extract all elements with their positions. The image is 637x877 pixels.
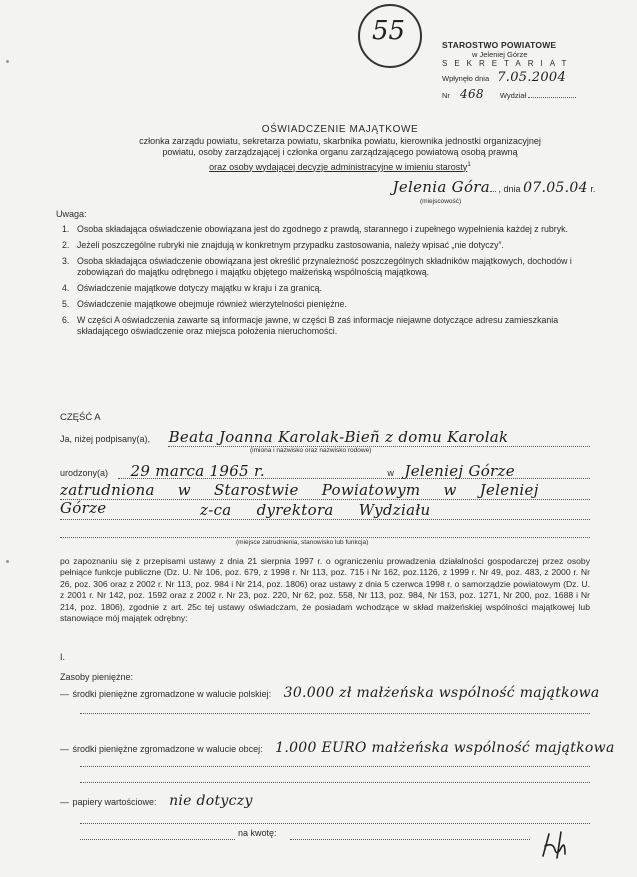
place-date-value: 07.05.04 [523, 180, 588, 196]
notes-list [62, 224, 592, 342]
form-subtitle-line1: członka zarządu powiatu, sekretarza powiatu, skarbnika powiatu, kierownika jednostki organizacyjnej [139, 135, 541, 146]
signed-label: Ja, niżej podpisany(a), [60, 434, 151, 444]
securities-dotline [80, 823, 590, 824]
foreign-value: 1.000 EURO małżeńska wspólność majątkowa [275, 740, 615, 756]
securities-label: papiery wartościowe: [72, 797, 157, 807]
legal-paragraph: po zapoznaniu się z przepisami ustawy z dnia 21 sierpnia 1997 r. o ograniczeniu prowadzenia działalności gospodarczej przez osoby pełniące funkcje publiczne (Dz. U. Nr 106, poz. 679, z 1998 r. Nr 113, poz. 715 i Nr 162, poz.1126, z 1999 r. Nr 49, poz. 483, z 2000 r. Nr 26, poz. 306 oraz z 2002 r. Nr 113, poz. 984 i Nr 214, poz. 1806) oraz ustawy z dnia 5 czerwca 1998 r. o samorządzie powiatowym (Dz. U. z 2001 r. Nr 142, poz. 1592 oraz z 2002 r. Nr 23, poz. 220, Nr 62, poz. 558, Nr 113, poz. 984, Nr 153, poz. 1271, Nr 200, poz. 1688 i Nr 214, poz. 1806), zgodnie z art. 25c tej ustawy oświadczam, że posiadam wchodzące w skład małżeńskiej wspólności majątkowej lub stanowiące mój majątek odrębny: [60, 556, 590, 624]
wydzial-label: Wydział [499, 91, 527, 100]
date-suffix: r. [590, 184, 596, 194]
born-date: 29 marca 1965 r. [130, 462, 265, 480]
kwota-dotline-right [290, 839, 530, 840]
form-subtitle-line3: oraz osoby wydającej decyzje administracyjne w imieniu starosty [209, 161, 468, 172]
note-item: 5. Oświadczenie majątkowe obejmuje również wierzytelności pieniężne. [62, 299, 347, 309]
office-name: STAROSTWO POWIATOWE [442, 40, 557, 50]
nr-label: Nr [442, 91, 450, 100]
note-text: Oświadczenie majątkowe dotyczy majątku w kraju i za granicą. [77, 283, 322, 293]
name-caption: (imiona i nazwisko oraz nazwisko rodowe) [250, 447, 372, 454]
employment-line-2: z-ca dyrektora Wydziału [200, 501, 431, 519]
form-heading: OŚWIADCZENIE MAJĄTKOWE [261, 124, 419, 135]
note-text: Jeżeli poszczególne rubryki nie znajdują w konkretnym przypadku zastosowania, należy wpisać „nie dotyczy”. [77, 240, 504, 250]
place-caption: (miejscowość) [420, 198, 462, 205]
note-item: 1. Osoba składająca oświadczenie obowiązana jest do zgodnego z prawdą, starannego i zupełnego wypełnienia każdej z rubryk. [62, 224, 568, 234]
part-a-heading: CZĘŚĆ A [60, 412, 101, 423]
securities-value: nie dotyczy [169, 793, 253, 809]
note-text: Osoba składająca oświadczenie obowiązana jest określić przynależność poszczególnych składników majątkowych, dochodów i zobowiązań do majątku odrębnego i majątku objętego małżeńską wspólnością majątkową. [77, 256, 572, 277]
note-text: Oświadczenie majątkowe obejmuje również wierzytelności pieniężne. [77, 299, 347, 309]
binder-hole [6, 60, 9, 63]
kwota-row [238, 828, 277, 838]
office-dept: SEKRETARIAT [442, 59, 574, 68]
binder-hole [6, 560, 9, 563]
signature-initials [535, 826, 575, 862]
employment-row-2 [200, 501, 430, 519]
note-text: W części A oświadczenia zawarte są informacje jawne, w części B zaś informacje niejawne dotyczące adresu zamieszkania składającego oświadczenie oraz miejsca położenia nieruchomości. [77, 315, 559, 336]
wydzial-field [528, 97, 576, 98]
office-stamp [442, 40, 632, 101]
zasoby-label: Zasoby pieniężne: [60, 672, 134, 682]
note-item: 3. Osoba składająca oświadczenie obowiązana jest określić przynależność poszczególnych składników majątkowych, dochodów i zobowiązań do majątku odrębnego i majątku objętego małżeńską wspólnością majątkową. [62, 256, 592, 278]
born-place: Jeleniej Górze [404, 462, 515, 480]
kwota-dotline-left [80, 839, 235, 840]
stamp-number: 55 [372, 16, 406, 46]
form-title [60, 124, 620, 173]
foreign-label: środki pieniężne zgromadzone w walucie obcej: [72, 744, 263, 754]
nr-value: 468 [460, 87, 484, 101]
born-label: urodzony(a) [60, 468, 109, 478]
employment-line-1: zatrudniona w Starostwie Powiatowym w Jeleniej Górze [60, 481, 539, 517]
born-in-label: w [387, 468, 394, 478]
pln-label: środki pieniężne zgromadzone w walucie polskiej: [72, 689, 272, 699]
pln-value: 30.000 zł małżeńska wspólność majątkowa [283, 685, 600, 701]
employment-dotline-1 [60, 499, 590, 500]
place-city: Jelenia Góra [392, 178, 490, 196]
uwaga-label: Uwaga: [56, 209, 87, 219]
name-dotline [168, 446, 590, 447]
received-date: 7.05.2004 [497, 70, 567, 85]
form-subtitle-line2: powiatu, osoby zarządzającej i członka organu zarządzającego powiatową osobą prawną [162, 147, 518, 157]
note-item: 2. Jeżeli poszczególne rubryki nie znajdują w konkretnym przypadku zastosowania, należy wpisać „nie dotyczy”. [62, 240, 504, 250]
office-city: w Jeleniej Górze [472, 50, 528, 59]
form-subtitle-line3-wrap [60, 159, 620, 174]
note-item: 4. Oświadczenie majątkowe dotyczy majątku w kraju i za granicą. [62, 283, 322, 293]
note-item: 6. W części A oświadczenia zawarte są informacje jawne, w części B zaś informacje niejawne dotyczące adresu zamieszkania składającego oświadczenie oraz miejsca położenia nieruchomości. [62, 315, 592, 337]
foreign-row: — środki pieniężne zgromadzone w walucie obcej: 1.000 EURO małżeńska wspólność majątkowa [60, 740, 615, 756]
employment-dotline-3 [60, 537, 590, 538]
received-row [442, 70, 632, 85]
name-value: Beata Joanna Karolak-Bieñ z domu Karolak [168, 428, 509, 446]
born-dotline [118, 478, 590, 479]
dnia-label: , dnia [498, 184, 521, 194]
signed-row [60, 428, 508, 446]
foreign-dotline-2 [80, 782, 590, 783]
received-label: Wpłynęło dnia [442, 74, 490, 83]
place-date [370, 178, 620, 196]
foreign-dotline-1 [80, 766, 590, 767]
employment-dotline-2 [60, 519, 590, 520]
note-text: Osoba składająca oświadczenie obowiązana jest do zgodnego z prawdą, starannego i zupełnego wypełnienia każdej z rubryk. [77, 224, 568, 234]
kwota-label: na kwotę: [238, 828, 277, 838]
section-one-number: I. [60, 652, 66, 662]
pln-row: — środki pieniężne zgromadzone w walucie polskiej: 30.000 zł małżeńska wspólność majątkowa [60, 685, 600, 701]
footnote-mark: 1 [467, 160, 471, 168]
nr-row [442, 87, 632, 101]
employment-caption: (miejsce zatrudnienia, stanowisko lub funkcja) [236, 539, 369, 546]
pln-dotline [80, 713, 590, 714]
securities-row: — papiery wartościowe: nie dotyczy [60, 793, 253, 809]
